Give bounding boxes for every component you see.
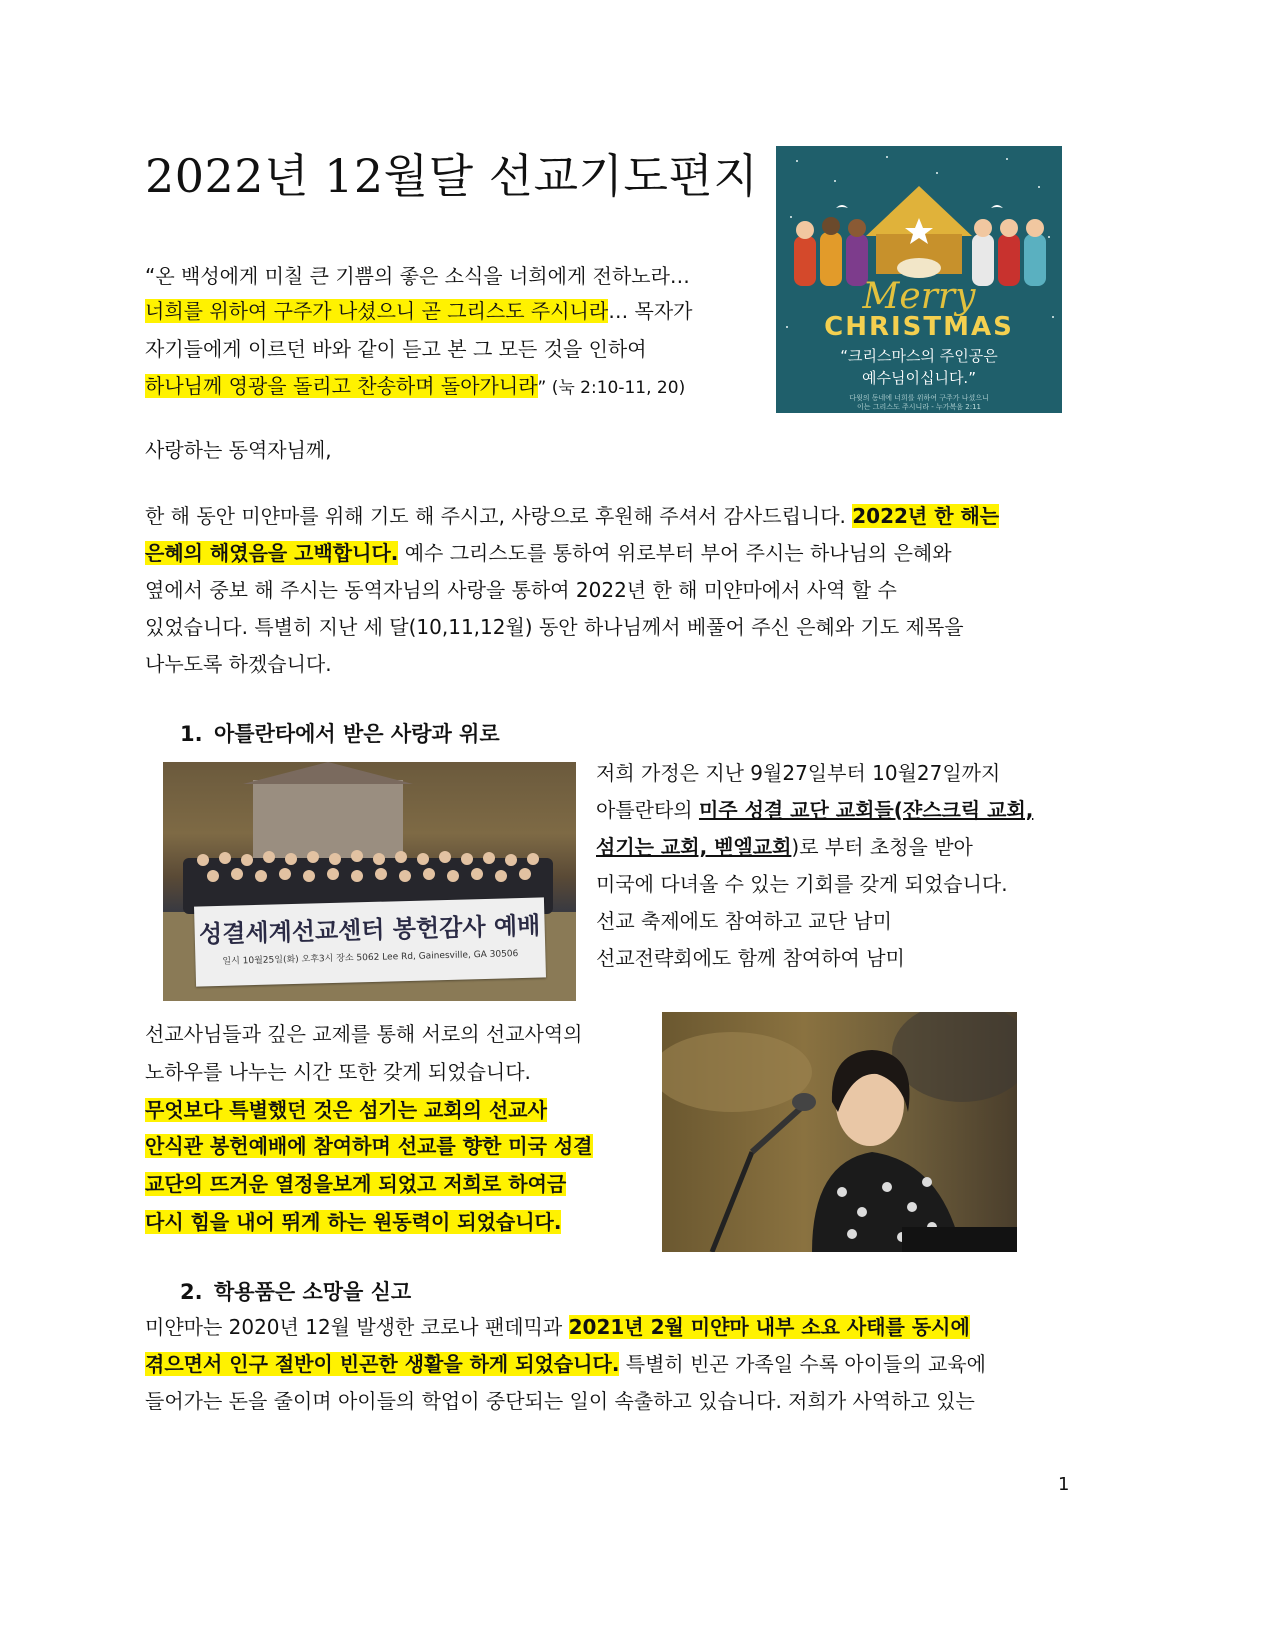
section-1-highlight-2: 안식관 봉헌예배에 참여하며 선교를 향한 미국 성결 bbox=[145, 1134, 593, 1158]
section-1-highlight-4: 다시 힘을 내어 뛰게 하는 원동력이 되었습니다. bbox=[145, 1210, 562, 1234]
section-1-left-line-4 bbox=[145, 1133, 593, 1159]
section-1-right-line-1: 저희 가정은 지난 9월27일부터 10월27일까지 bbox=[596, 761, 1001, 785]
intro-line-1-text: 한 해 동안 미얀마를 위해 기도 해 주시고, 사랑으로 후원해 주셔서 감사드립니다. bbox=[145, 504, 853, 528]
verse-line-1: “온 백성에게 미칠 큰 기쁨의 좋은 소식을 너희에게 전하노라… bbox=[145, 264, 690, 288]
banner-info: 일시 10월25일(화) 오후3시 장소 5062 Lee Rd, Gainesville, GA 30506 bbox=[222, 949, 519, 967]
greeting: 사랑하는 동역자님께, bbox=[145, 438, 332, 462]
section-1-left-line-2: 노하우를 나누는 시간 또한 갖게 되었습니다. bbox=[145, 1060, 531, 1084]
section-1-right-line-6: 선교전략회에도 함께 참여하여 남미 bbox=[596, 946, 905, 970]
section-1-title: 아틀란타에서 받은 사랑과 위로 bbox=[214, 722, 500, 746]
card-fine-line2: 이는 그리스도 주시니라 - 누가복음 2:11 bbox=[856, 403, 982, 411]
section-1-right-line-2 bbox=[596, 797, 1033, 823]
section-2-line-2-text: 특별히 빈곤 가족일 수록 아이들의 교육에 bbox=[619, 1352, 987, 1376]
card-merry-text: Merry bbox=[862, 276, 976, 317]
section-2-line-3: 들어가는 돈을 줄이며 아이들의 학업이 중단되는 일이 속출하고 있습니다. 저희가 사역하고 있는 bbox=[145, 1389, 975, 1413]
section-2-highlight-2: 겪으면서 인구 절반이 빈곤한 생활을 하게 되었습니다. bbox=[145, 1352, 620, 1376]
verse-line-2-rest: … 목자가 bbox=[608, 299, 693, 323]
section-2-number: 2. bbox=[180, 1280, 203, 1304]
section-1-number: 1. bbox=[180, 722, 203, 746]
intro-highlight-1: 2022년 한 해는 bbox=[852, 504, 1000, 528]
section-1-heading bbox=[180, 718, 500, 748]
intro-line-3: 옆에서 중보 해 주시는 동역자님의 사랑을 통하여 2022년 한 해 미얀마에서 사역 할 수 bbox=[145, 578, 897, 602]
christmas-card-image bbox=[776, 146, 1062, 413]
group-photo-banner bbox=[194, 897, 546, 986]
section-1-left-line-3 bbox=[145, 1097, 547, 1123]
speaker-photo bbox=[662, 1012, 1017, 1252]
section-1-right-line-3 bbox=[596, 834, 973, 860]
card-subtitle-line2: 예수님이십니다.” bbox=[862, 369, 976, 387]
section-2-highlight-1: 2021년 2월 미얀마 내부 소요 사태를 동시에 bbox=[568, 1315, 970, 1339]
card-fine-print bbox=[776, 394, 1062, 412]
section-2-line-2 bbox=[145, 1351, 986, 1377]
section-1-churches-2: 섬기는 교회, 벧엘교회 bbox=[596, 835, 792, 859]
speaker-illustration bbox=[662, 1012, 1017, 1252]
section-2-line-1-text: 미얀마는 2020년 12월 발생한 코로나 팬데믹과 bbox=[145, 1315, 569, 1339]
section-1-left-line-6 bbox=[145, 1209, 561, 1235]
card-fine-line1: 다윗의 동네에 너희를 위하여 구주가 나셨으니 bbox=[849, 394, 989, 402]
nativity-illustration bbox=[776, 146, 1062, 286]
page-title: 2022년 12월달 선교기도편지 bbox=[145, 149, 759, 203]
group-photo bbox=[163, 762, 576, 1001]
section-1-right-line-5: 선교 축제에도 참여하고 교단 남미 bbox=[596, 909, 892, 933]
section-1-left-line-5 bbox=[145, 1171, 566, 1197]
banner-title: 성결세계선교센터 봉헌감사 예배 bbox=[198, 911, 541, 949]
section-2-line-1 bbox=[145, 1314, 970, 1340]
card-subtitle-line1: “크리스마스의 주인공은 bbox=[840, 347, 998, 365]
intro-highlight-2: 은혜의 해였음을 고백합니다. bbox=[145, 541, 399, 565]
verse-reference: ” (눅 2:10-11, 20) bbox=[537, 378, 686, 398]
section-1-highlight-3: 교단의 뜨거운 열정을보게 되었고 저희로 하여금 bbox=[145, 1172, 567, 1196]
verse-highlight-1: 너희를 위하여 구주가 나셨으니 곧 그리스도 주시니라 bbox=[145, 299, 609, 323]
intro-line-2 bbox=[145, 540, 952, 566]
intro-line-2-text: 예수 그리스도를 통하여 위로부터 부어 주시는 하나님의 은혜와 bbox=[398, 541, 952, 565]
card-christmas-text: CHRISTMAS bbox=[824, 312, 1014, 342]
section-1-right-line-4: 미국에 다녀올 수 있는 기회를 갖게 되었습니다. bbox=[596, 872, 1008, 896]
verse-line-4 bbox=[145, 373, 685, 401]
section-2-title: 학용품은 소망을 싣고 bbox=[214, 1280, 412, 1304]
intro-line-1 bbox=[145, 503, 999, 529]
verse-line-3: 자기들에게 이르던 바와 같이 듣고 본 그 모든 것을 인하여 bbox=[145, 337, 647, 361]
section-1-highlight-1: 무엇보다 특별했던 것은 섬기는 교회의 선교사 bbox=[145, 1098, 547, 1122]
card-subtitle bbox=[776, 345, 1062, 389]
verse-highlight-2: 하나님께 영광을 돌리고 찬송하며 돌아가니라 bbox=[145, 374, 538, 398]
intro-line-5: 나누도록 하겠습니다. bbox=[145, 652, 332, 676]
verse-line-2 bbox=[145, 298, 693, 324]
section-1-churches-1: 미주 성결 교단 교회들(쟌스크릭 교회, bbox=[698, 798, 1034, 822]
page-number: 1 bbox=[1058, 1474, 1070, 1495]
section-1-left-line-1: 선교사님들과 깊은 교제를 통해 서로의 선교사역의 bbox=[145, 1022, 583, 1046]
intro-line-4: 있었습니다. 특별히 지난 세 달(10,11,12월) 동안 하나님께서 베풀어 주신 은혜와 기도 제목을 bbox=[145, 615, 964, 639]
section-1-right-line-3-rest: )로 부터 초청을 받아 bbox=[791, 835, 973, 859]
section-2-heading bbox=[180, 1276, 411, 1306]
section-1-right-line-2-pre: 아틀란타의 bbox=[596, 798, 699, 822]
